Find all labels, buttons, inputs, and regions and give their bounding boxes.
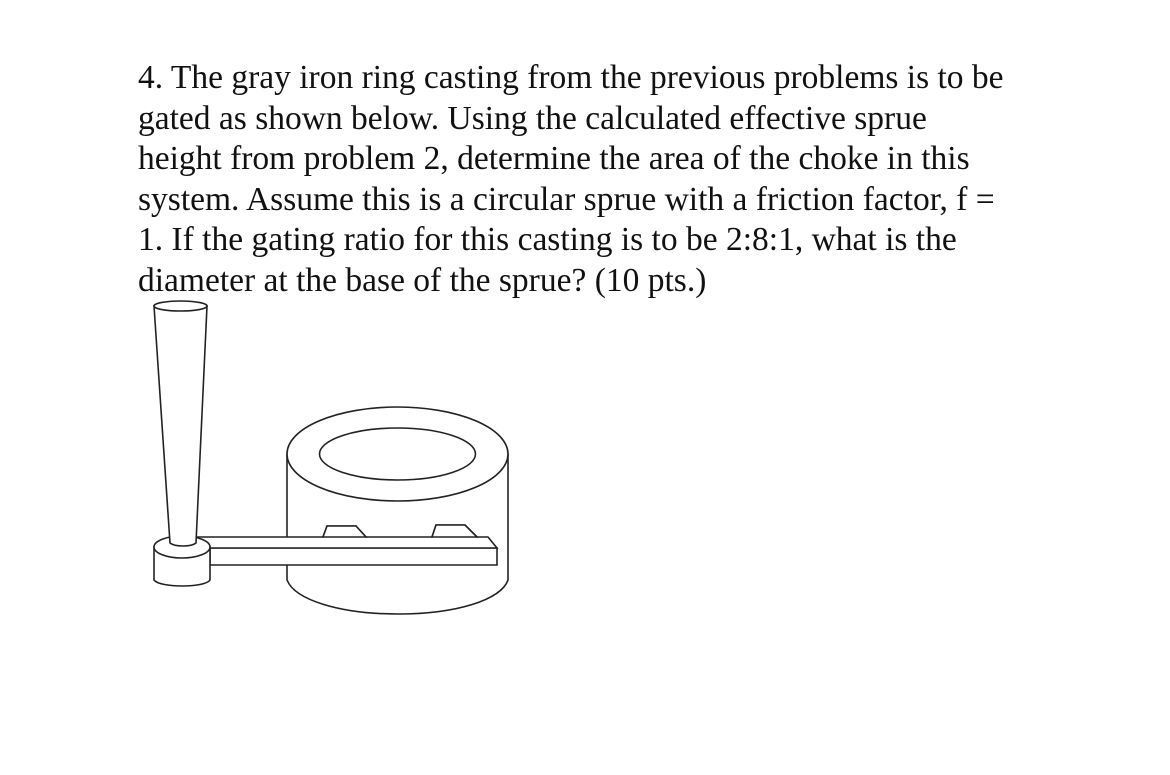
ring-casting-top	[287, 407, 508, 501]
sprue-body	[154, 306, 207, 546]
problem-statement	[138, 58, 1038, 301]
problem-line: gated as shown below. Using the calculated effective sprue	[138, 99, 927, 137]
sprue-well	[154, 536, 210, 586]
runner	[197, 525, 497, 565]
problem-line: system. Assume this is a circular sprue with a friction factor, f =	[138, 180, 995, 218]
ingate-left	[323, 526, 366, 537]
problem-line: 1. If the gating ratio for this casting is to be 2:8:1, what is the	[138, 221, 957, 258]
sprue-top	[154, 301, 207, 311]
ring-casting	[287, 407, 508, 614]
problem-line: diameter at the base of the sprue? (10 pts.)	[138, 261, 707, 299]
runner-front-face	[210, 548, 497, 565]
problem-line: height from problem 2, determine the area of the choke in this	[138, 140, 970, 177]
problem-line: 4. The gray iron ring casting from the previous problems is to be	[138, 59, 1004, 96]
runner-top-face	[197, 525, 497, 548]
ring-casting-body	[287, 454, 508, 614]
sprue-well-top	[154, 536, 210, 558]
ingate-right	[432, 525, 477, 537]
sprue-well-body	[154, 547, 210, 586]
ring-casting-hole	[320, 428, 476, 480]
sprue	[154, 301, 207, 546]
